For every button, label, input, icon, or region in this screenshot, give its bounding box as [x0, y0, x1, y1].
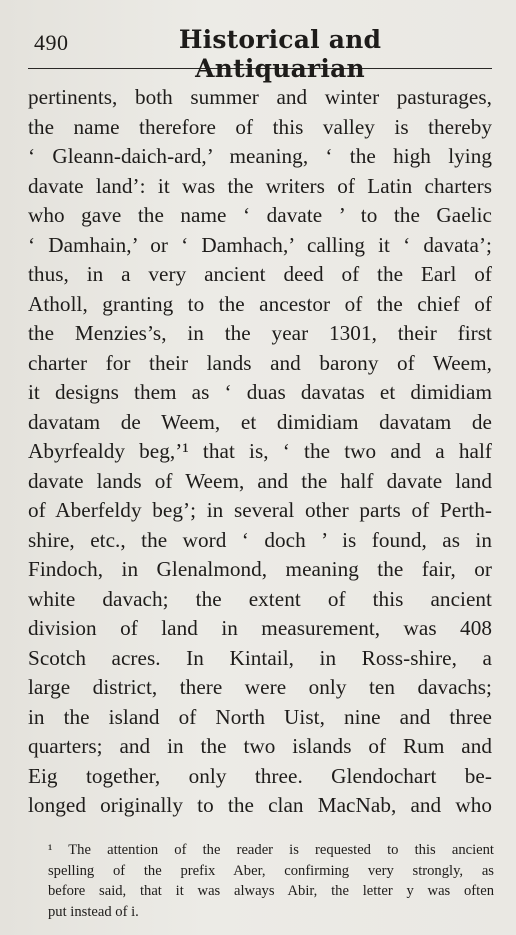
text-line: davate lands of Weem, and the half davate land: [28, 468, 492, 493]
text-line: thus, in a very ancient deed of the Earl of: [28, 262, 492, 286]
footnotes: [48, 840, 494, 922]
body-text: [28, 83, 492, 821]
text-line: division of land in measurement, was 408: [28, 616, 492, 640]
text-line: who gave the name ‘ davate ’ to the Gaelic: [28, 203, 492, 227]
footnote-line: ¹ The attention of the reader is requested to this ancient: [48, 842, 494, 858]
text-line: shire, etc., the word ‘ doch ’ is found, as in: [28, 527, 492, 552]
text-line: Scotch acres. In Kintail, in Ross-shire, a: [28, 645, 492, 670]
text-line: of Aberfeldy beg’; in several other parts of Perth-: [28, 498, 492, 522]
text-line: davate land’: it was the writers of Latin charters: [28, 173, 492, 198]
text-line: ‘ Damhain,’ or ‘ Damhach,’ calling it ‘ davata’;: [28, 232, 492, 257]
text-line: pertinents, both summer and winter pasturages,: [28, 85, 492, 109]
text-line: it designs them as ‘ duas davatas et dimidiam: [28, 380, 492, 404]
running-title: Historical and Antiquarian: [178, 25, 382, 83]
text-line: Eig together, only three. Glendochart be-: [28, 763, 492, 788]
page-number: 490: [34, 30, 69, 55]
text-line: in the island of North Uist, nine and three: [28, 704, 492, 729]
page-header: [28, 0, 492, 83]
text-line: ‘ Gleann-daich-ard,’ meaning, ‘ the high lying: [28, 144, 492, 168]
text-line: large district, there were only ten davachs;: [28, 675, 492, 699]
text-line: white davach; the extent of this ancient: [28, 586, 492, 611]
text-line: charter for their lands and barony of Weem,: [28, 350, 492, 375]
footnote-line: spelling of the prefix Aber, confirming very strongly, as: [48, 862, 494, 879]
text-line: the name therefore of this valley is thereby: [28, 114, 492, 139]
text-line: longed originally to the clan MacNab, and who: [28, 793, 492, 817]
text-line: davatam de Weem, et dimidiam davatam de: [28, 409, 492, 434]
text-line: the Menzies’s, in the year 1301, their first: [28, 321, 492, 345]
footnote-line: before said, that it was always Abir, the letter y was often: [48, 883, 494, 899]
text-line: Atholl, granting to the ancestor of the chief of: [28, 291, 492, 316]
text-line: Findoch, in Glenalmond, meaning the fair, or: [28, 557, 492, 581]
text-line: Abyrfealdy beg,’¹ that is, ‘ the two and a half: [28, 439, 492, 463]
footnote-line: put instead of i.: [48, 903, 139, 920]
text-line: quarters; and in the two islands of Rum and: [28, 734, 492, 758]
